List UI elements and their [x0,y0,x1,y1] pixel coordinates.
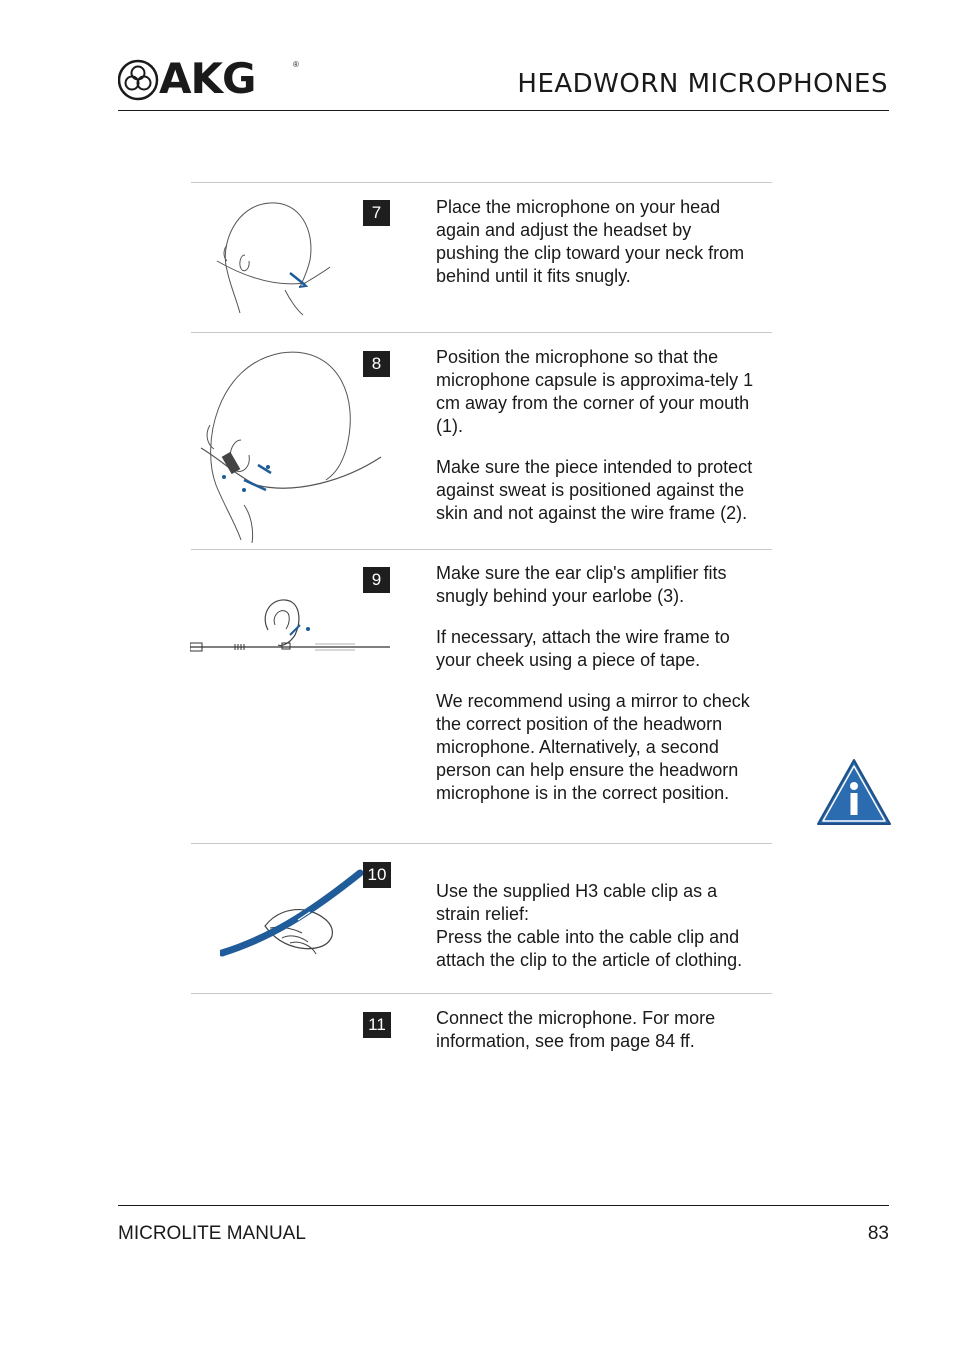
section-title: HEADWORN MICROPHONES [517,69,888,99]
step-7-text [436,196,756,306]
step-paragraph: If necessary, attach the wire frame to your cheek using a piece of tape. [436,627,730,670]
brand-registered-mark: ® [293,60,299,69]
row-separator [191,843,772,844]
step-10-text [436,857,756,1013]
step-paragraph: Use the supplied H3 cable clip as a strain relief: Press the cable into the cable clip and attach the clip to the article of clothing. [436,881,743,970]
step-8-text [436,346,756,543]
step-number-badge: 7 [363,200,390,226]
brand-name: AKG [159,54,256,103]
step-9-text [436,562,756,823]
step-11-text [436,1007,756,1071]
header-rule [118,110,889,111]
step-number-badge: 8 [363,351,390,377]
step-paragraph: Make sure the ear clip's amplifier fits snugly behind your earlobe (3). [436,563,727,606]
step-paragraph: Position the microphone so that the microphone capsule is approxima-tely 1 cm away from the corner of your mouth (1). [436,347,754,436]
step-paragraph: Make sure the piece intended to protect against sweat is positioned against the skin and not against the wire frame (2). [436,457,753,523]
step-number-badge: 11 [363,1012,391,1038]
step-number-badge: 10 [363,862,391,888]
manual-name: MICROLITE MANUAL [118,1223,306,1244]
step-paragraph: Place the microphone on your head again and adjust the headset by pushing the clip toward your neck from behind until it fits snugly. [436,197,745,286]
page-number: 83 [867,1223,889,1244]
head-back-adjust-illustration [205,195,340,317]
cable-clip-illustration [220,868,365,963]
step-paragraph: Connect the microphone. For more information, see from page 84 ff. [436,1008,716,1051]
microphone-position-illustration [196,345,386,543]
row-separator [191,549,772,550]
ear-clip-illustration [190,595,390,655]
footer-rule [118,1205,889,1206]
row-separator [191,182,772,183]
row-separator [191,332,772,333]
info-warning-icon [816,758,892,826]
step-number-badge: 9 [363,567,390,593]
step-paragraph: We recommend using a mirror to check the correct position of the headworn microphone. Alternatively, a second person can help ensure the headworn microphone is in the correct position. [436,691,750,803]
